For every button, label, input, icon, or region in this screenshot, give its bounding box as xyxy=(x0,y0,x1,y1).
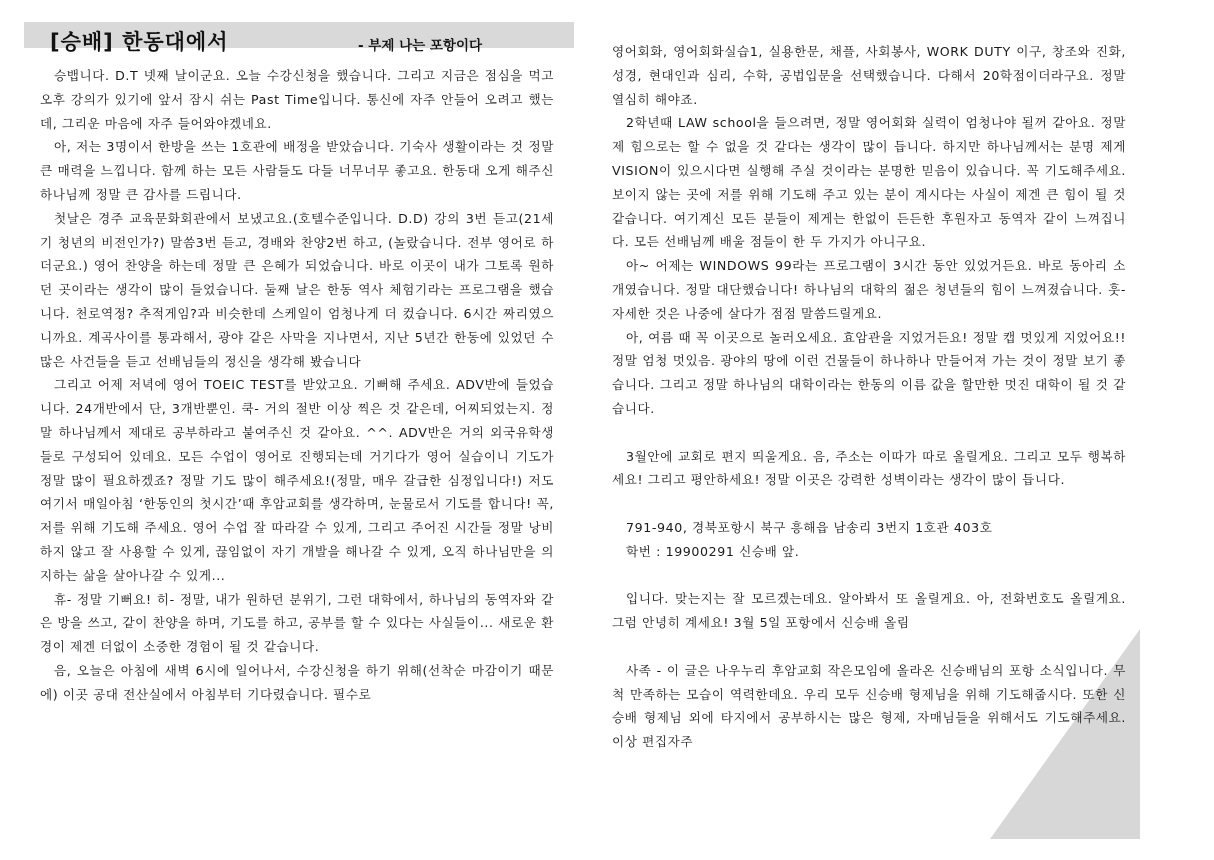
page-title: [승배] 한동대에서 xyxy=(50,30,229,54)
paragraph: 휴- 정말 기뻐요! 히- 정말, 내가 원하던 분위기, 그런 대학에서, 하나님의 동역자와 같은 방을 쓰고, 같이 찬양을 하며, 기도를 하고, 공부를 할 수 있다는 사실들이... 새로운 환경이 제겐 더없이 소중한 경험이 될 것 같습니다. xyxy=(40,591,554,655)
paragraph: 아~ 어제는 WINDOWS 99라는 프로그램이 3시간 동안 있었거든요. 바로 동아리 소개였습니다. 정말 대단했습니다! 하나님의 대학의 젊은 청년들의 힘이 느껴졌습니다. 훗- 자세한 것은 나중에 살다가 점점 말씀드릴게요. xyxy=(612,258,1126,321)
paragraph: 아, 저는 3명이서 한방을 쓰는 1호관에 배정을 받았습니다. 기숙사 생활이라는 것 정말 큰 매력을 느낍니다. 함께 하는 모든 사람들도 다들 너무너무 좋고요. 한동대 오게 해주신 하나님께 정말 큰 감사를 드립니다. xyxy=(40,139,554,202)
paragraph: 3월안에 교회로 편지 띄울게요. 음, 주소는 이따가 따로 올릴게요. 그리고 모두 행복하세요! 그리고 평안하세요! 정말 이곳은 강력한 성벽이라는 생각이 많이 듭니다. xyxy=(612,448,1126,488)
right-column xyxy=(612,40,1126,754)
paragraph: 2학년때 LAW school을 들으려면, 정말 영어회화 실력이 엄청나야 될꺼 같아요. 정말 제 힘으로는 할 수 없을 것 같다는 생각이 많이 듭니다. 하지만 하나님께서는 분명 제게 VISION이 있으시다면 실행해 주실 것이라는 분명한 믿음이 있습니다. 꼭 기도해주세요. 보이지 않는 곳에 저를 위해 기도해 주고 있는 분이 계시다는 사실이 제겐 큰 힘이 될 것 같습니다. 여기계신 모든 분들이 제게는 한없이 든든한 후원자고 동역자 같이 느껴집니다. 모든 선배님께 배울 점들이 한 두 가지가 아니구요. xyxy=(612,115,1126,250)
paragraph: 영어회화, 영어회화실습1, 실용한문, 채플, 사회봉사, WORK DUTY 이구, 창조와 진화, 성경, 현대인과 심리, 수학, 공법입문을 선택했습니다. 다해서 20학점이더라구요. 정말 열심히 해야죠. xyxy=(612,44,1126,107)
paragraph: 아, 여름 때 꼭 이곳으로 놀러오세요. 효암관을 지었거든요! 정말 캡 멋있게 지었어요!! 정말 엄청 멋있음. 광야의 땅에 이런 건물들이 하나하나 만들어져 가는 것이 정말 보기 좋습니다. 그리고 정말 하나님의 대학이라는 한동의 이름 값을 할만한 멋진 대학이 될 것 같습니다. xyxy=(612,329,1126,416)
paragraph: 음, 오늘은 아침에 새벽 6시에 일어나서, 수강신청을 하기 위해(선착순 마감이기 때문에) 이곳 공대 전산실에서 아침부터 기다렸습니다. 필수로 xyxy=(40,662,554,702)
student-id-line: 학번 : 19900291 신승배 앞. xyxy=(626,543,800,559)
left-column xyxy=(40,64,554,707)
paragraph: 그리고 어제 저녁에 영어 TOEIC TEST를 받았고요. 기뻐해 주세요. ADV반에 들었습니다. 24개반에서 단, 3개반뿐인. 쿡- 거의 절반 이상 찍은 것 같은데, 어찌되었는지. 정말 하나님께서 제대로 공부하라고 붙여주신 것 같아요. ^^. ADV반은 거의 외국유학생들로 구성되어 있데요. 모든 수업이 영어로 진행되는데 거기다가 영어 실습이니 기도가 정말 많이 필요하겠죠? 정말 기도 많이 해주세요!(정말, 매우 갈급한 심정입니다!) 저도 여기서 매일아침 ‘한동인의 첫시간’때 후암교회를 생각하며, 눈물로서 기도를 합니다! 꼭, 저를 위해 기도해 주세요. 영어 수업 잘 따라갈 수 있게, 그리고 주어진 시간들 정말 낭비하지 않고 잘 사용할 수 있게, 끊임없이 자기 개발을 해나갈 수 있게, 오직 하나님만을 의지하는 삶을 살아나갈 수 있게... xyxy=(40,377,554,583)
closing-paragraph: 입니다. 맞는지는 잘 모르겠는데요. 알아봐서 또 올릴게요. 아, 전화번호도 올릴게요. 그럼 안녕히 계세요! 3월 5일 포항에서 신승배 올림 xyxy=(612,591,1126,631)
page-subtitle: - 부제 나는 포항이다 xyxy=(358,38,483,54)
editor-note: 사족 - 이 글은 나우누리 후암교회 작은모임에 올라온 신승배님의 포항 소식입니다. 무척 만족하는 모습이 역력한데요. 우리 모두 신승배 형제님을 위해 기도해줍시다. 또한 신승배 형제님 외에 타지에서 공부하시는 많은 형제, 자매님들을 위해서도 기도해주세요. 이상 편집자주 xyxy=(612,662,1126,750)
paragraph: 첫날은 경주 교육문화회관에서 보냈고요.(호텔수준입니다. D.D) 강의 3번 듣고(21세기 청년의 비전인가?) 말씀3번 듣고, 경배와 찬양2번 하고, (놀랐습니다. 전부 영어로 하더군요.) 영어 찬양을 하는데 정말 큰 은혜가 되었습니다. 바로 이곳이 내가 그토록 원하던 곳이라는 생각이 많이 들었습니다. 둘째 날은 한동 역사 체험기라는 프로그램을 했습니다. 천로역정? 추적게임?과 비슷한데 스케일이 엄청나게 더 컸습니다. 6시간 짜리였으니까요. 계곡사이를 통과해서, 광야 같은 사막을 지나면서, 지난 5년간 한동에 있었던 수많은 사건들을 듣고 선배님들의 정신을 생각해 봤습니다 xyxy=(40,210,554,369)
paragraph: 승뱁니다. D.T 넷째 날이군요. 오늘 수강신청을 했습니다. 그리고 지금은 점심을 먹고 오후 강의가 있기에 앞서 잠시 쉬는 Past Time입니다. 통신에 자주 안들어 오려고 했는데, 그리운 마음에 자주 들어와야겠네요. xyxy=(40,68,554,131)
address-line: 791-940, 경북포항시 북구 흥해읍 남송리 3번지 1호관 403호 xyxy=(626,519,993,535)
